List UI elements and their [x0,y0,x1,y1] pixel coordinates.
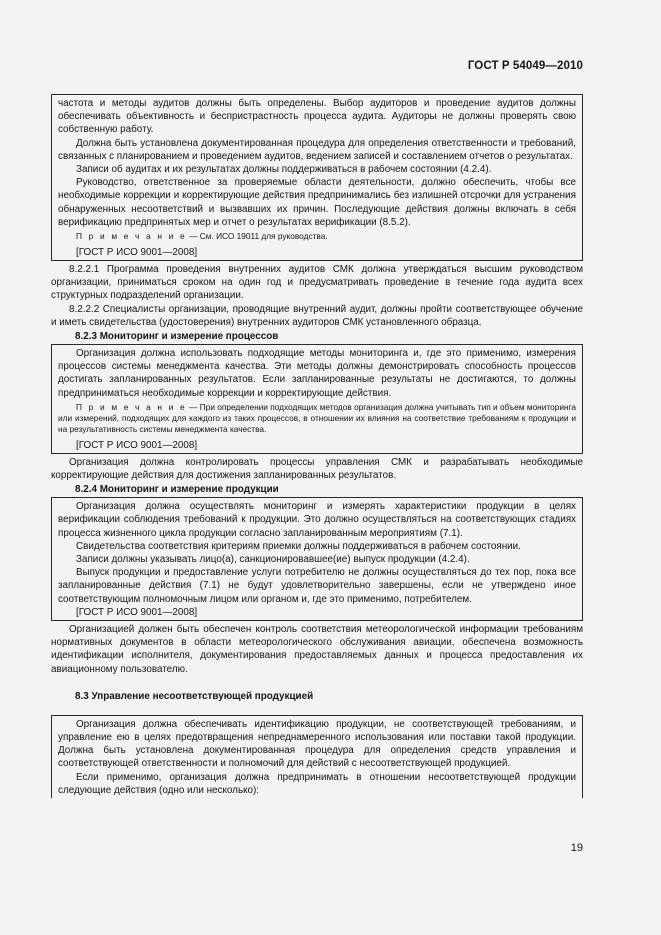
quoted-block-product-monitoring [51,497,583,621]
quoted-block-nonconforming-product [51,715,583,798]
quoted-block-audit [51,94,583,261]
section-heading-8-3: 8.3 Управление несоответствующей продукцией [75,690,314,702]
document-header: ГОСТ Р 54049—2010 [467,60,583,72]
paragraph: Если применимо, организация должна предпринимать в отношении несоответствующей продукции следующие действия (одно или несколько): [58,771,576,796]
paragraph: Записи об аудитах и их результатах должны поддерживаться в рабочем состоянии (4.2.4). [76,164,492,176]
note [58,231,576,242]
paragraph: 8.2.2.2 Специалисты организации, проводящие внутренний аудит, должны пройти соответствующее обучение и иметь свидетельства (удостоверения) внутренних аудиторов СМК установленного образца. [51,303,583,328]
paragraph: Организация должна осуществлять мониторинг и измерять характеристики продукции в целях верификации соблюдения требований к продукции. Это должно осуществляться на соответствующих стадиях процесса жизненного цикла продукции согласно запланированным мероприятиям (7.1). [58,501,576,539]
source-reference: [ГОСТ Р ИСО 9001—2008] [76,247,198,259]
source-reference: [ГОСТ Р ИСО 9001—2008] [76,439,198,451]
section-heading-8-2-3: 8.2.3 Мониторинг и измерение процессов [75,331,279,343]
paragraph: Руководство, ответственное за проверяемые области деятельности, должно обеспечить, чтобы все необходимые коррекции и корректирующие действия предпринимались без излишней отсрочки для устранения обнаруженных несоответствий и вызвавших их причин. Последующие действия должны включать в себя верификацию предпринятых мер и отчет о результатах верификации (8.5.2). [58,177,576,228]
paragraph: Должна быть установлена документированная процедура для определения ответственности и требований, связанных с планированием и проведением аудитов, ведением записей и составлением отчетов о результатах. [58,137,576,162]
source-reference: [ГОСТ Р ИСО 9001—2008] [76,606,198,618]
paragraph: Организацией должен быть обеспечен контроль соответствия метеорологической информации требованиям нормативных документов в области метеорологического обслуживания авиации, обеспечена возможность идентификации исполнителя, документирования предоставляемых данных и процесса предоставления их авиационному пользователю. [51,623,583,675]
paragraph: 8.2.2.1 Программа проведения внутренних аудитов СМК должна утверждаться высшим руководством организации, приниматься сроком на один год и предусматривать проведение в течение года аудита всех структурных подразделений организации. [51,264,583,302]
note-label: П р и м е ч а н и е [76,231,187,242]
page-content [51,94,583,798]
note-label: П р и м е ч а н и е [76,401,187,412]
paragraph: Организация должна использовать подходящие методы мониторинга и, где это применимо, измерения процессов системы менеджмента качества. Эти методы должны демонстрировать способность процессов достигать запланированных результатов. Если запланированные результаты не достигаются, то должны предприниматься необходимые коррекции и корректирующие действия. [58,348,576,399]
paragraph: Организация должна обеспечивать идентификацию продукции, не соответствующей требованиям, и управление ею в целях предотвращения непреднамеренного использования или поставки такой продукции. Должна быть установлена документированная процедура для определения средств управления и соответствующей ответственности и полномочий для действий с несоответствующей продукцией. [58,718,576,770]
note [58,402,576,435]
paragraph: Выпуск продукции и предоставление услуги потребителю не должны осуществляться до тех пор, пока все запланированные действия (7.1) не будут удовлетворительно завершены, если не утверждено иное соответствующим полномочным лицом или органом и, где это применимо, потребителем. [58,567,576,605]
section-heading-8-2-4: 8.2.4 Мониторинг и измерение продукции [75,484,279,496]
page-number: 19 [570,842,583,854]
paragraph: Свидетельства соответствия критериям приемки должны поддерживаться в рабочем состоянии. [76,540,521,552]
paragraph: Организация должна контролировать процессы управления СМК и разрабатывать необходимые корректирующие действия для достижения запланированных результатов. [51,456,583,482]
paragraph: частота и методы аудитов должны быть определены. Выбор аудиторов и проведение аудитов должны обеспечивать объективность и беспристрастность процесса аудита. Аудиторы не должны проверять свою собственную работу. [58,98,576,136]
note-text: — При определении подходящих методов организация должна учитывать тип и объем мониторинга или измерений, подходящих для каждого из таких процессов, в отношении их влияния на соответствие требованиям к продукции и на результативность системы менеджмента качества. [58,401,577,434]
note-text: — См. ИСО 19011 для руководства. [186,231,328,242]
paragraph: Записи должны указывать лицо(а), санкционировавшее(ие) выпуск продукции (4.2.4). [76,554,470,566]
quoted-block-process-monitoring [51,344,583,454]
